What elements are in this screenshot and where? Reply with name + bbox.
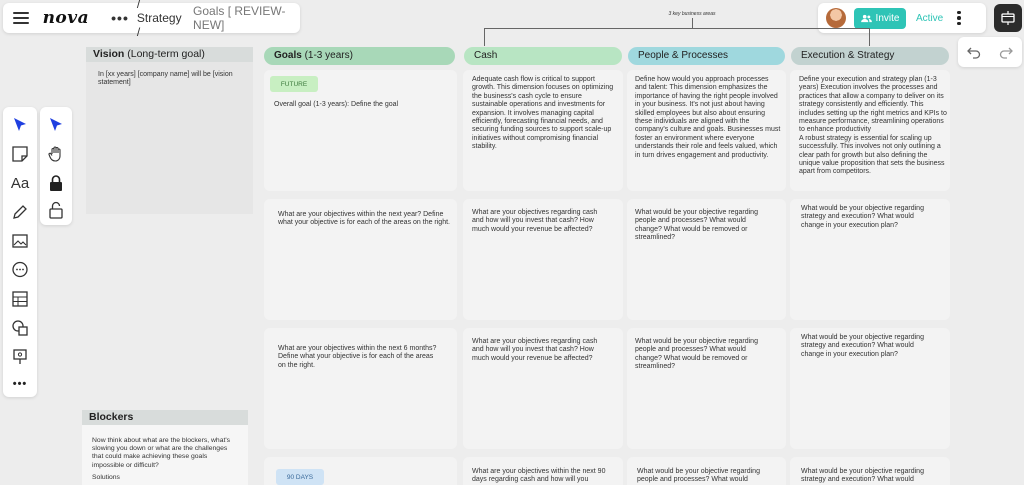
blockers-card[interactable] [82,425,248,485]
execution-six-month-prompt: What would be your objective regarding strategy and execution? What would change in your execution plan? [801,334,924,358]
vision-title: Vision [93,48,125,60]
goals-note: (1-3 years) [304,50,353,61]
pointer-icon[interactable] [40,112,72,138]
breadcrumb-current-page[interactable]: Goals [ REVIEW-NEW] [193,4,286,32]
execution-one-year-prompt: What would be your objective regarding strategy and execution? What would change in your execution plan? [801,205,924,229]
execution-ninety-day-prompt: What would be your objective regarding strategy and execution? What would [801,468,924,484]
goals-title: Goals [274,50,302,61]
cash-six-month-card[interactable] [463,328,623,449]
more-options-icon[interactable]: ••• [111,10,129,26]
vision-title-note: (Long-term goal) [127,48,205,60]
people-ninety-day-prompt: What would be your objective regarding people and processes? What would [637,468,760,484]
goals-ninety-day-card[interactable] [264,457,457,485]
app-logo[interactable]: nova [42,8,90,28]
cash-ninety-day-prompt: What are your objectives within the next 90 days regarding cash and how will you [472,468,606,484]
shapes-icon[interactable] [3,315,37,341]
cash-ninety-day-card[interactable] [463,457,623,485]
cash-one-year-card[interactable] [463,199,623,320]
users-icon [861,14,872,23]
goals-one-year-card[interactable] [264,199,457,320]
one-year-objective-prompt: What are your objectives within the next year? Define what your objective is for each of the areas on the right. [278,211,450,227]
comment-icon[interactable] [3,257,37,283]
bracket-connector [692,18,693,28]
goals-future-card[interactable] [264,70,457,191]
more-icon[interactable]: ••• [12,378,28,390]
column-header-people-processes: People & Processes [628,47,785,65]
six-month-objective-prompt: What are your objectives within the next 6 months? Define what your objective is for each of the areas on the right. [278,345,437,369]
presentation-icon[interactable] [3,344,37,370]
kebab-menu-icon[interactable] [957,11,961,26]
people-six-month-prompt: What would be your objective regarding people and processes? What would change? What would be removed or streamlined? [635,338,758,371]
business-areas-annotation: 3 key business areas [668,11,716,17]
blockers-text: Now think about what are the blockers, what's slowing you down or what are the challenges that could make achieving these goals impossible or difficult? [92,437,231,469]
execution-ninety-day-card[interactable] [790,457,950,485]
cursor-mode-toolbar [40,107,72,225]
hand-icon[interactable] [40,141,72,167]
pencil-icon[interactable] [3,199,37,225]
undo-icon[interactable] [966,44,982,60]
solutions-label: Solutions [92,473,120,481]
people-description-card[interactable] [627,70,786,191]
vision-header [86,47,253,62]
image-icon[interactable] [3,228,37,254]
execution-description: Define your execution and strategy plan (1-3 years) Execution involves the processes and practices that allow a company to deliver on its strategy consistently and efficiently. This includes setting up the right metrics and KPIs to measure performance, streamlining operations to enhance productivity A robust strategy is essential for scaling up successfully. This involves not only outlining a clear path for growth but also defining the unique value proposition that sets the business apart from competitors. [799,76,947,176]
presentation-mode-button[interactable] [994,4,1022,32]
cash-description-card[interactable] [463,70,623,191]
invite-label: Invite [875,12,900,24]
people-one-year-card[interactable] [627,199,786,320]
cash-one-year-prompt: What are your objectives regarding cash and how will you invest that cash? How much would your revenue be affected? [472,209,598,233]
business-areas-bracket [484,28,870,46]
people-description: Define how would you approach processes and talent: This dimension emphasizes the importance of having the right people involved in your business. It's not just about having skilled employees but also about ensuring these individuals are aligned with the company's culture and goals. Businesses must foster an environment where everyone understands their role and feels valued, which in turn drives engagement and productivity. [635,76,781,159]
overall-goal-text: Overall goal (1-3 years): Define the goal [274,101,399,108]
future-tag: FUTURE [270,76,318,92]
sticky-note-icon[interactable] [3,141,37,167]
invite-button[interactable] [854,8,906,29]
cash-six-month-prompt: What are your objectives regarding cash and how will you invest that cash? How much would your revenue be affected? [472,338,598,362]
hamburger-menu-icon[interactable] [13,12,29,25]
execution-description-card[interactable] [790,70,950,191]
status-label: Active [916,12,944,24]
goals-six-month-card[interactable] [264,328,457,449]
column-header-goals [264,47,455,65]
execution-six-month-card[interactable] [790,328,950,449]
ninety-days-tag: 90 DAYS [276,469,324,485]
vision-card[interactable] [86,62,253,214]
text-icon[interactable]: Aa [10,174,30,192]
execution-one-year-card[interactable] [790,199,950,320]
history-controls [958,37,1022,67]
redo-icon[interactable] [998,44,1014,60]
column-header-execution-strategy: Execution & Strategy [791,47,949,65]
cash-description: Adequate cash flow is critical to support growth. This dimension focuses on optimizing the business's cash cycle to ensure sustainable operations and investments for expansion. It involves managing capital efficiently, forecasting financial needs, and securing funding sources to support scale-up initiatives without compromising financial stability. [472,76,614,151]
tools-toolbar [3,107,37,397]
column-header-cash: Cash [464,47,622,65]
user-avatar[interactable] [826,8,846,28]
people-six-month-card[interactable] [627,328,786,449]
people-ninety-day-card[interactable] [627,457,786,485]
presentation-icon [999,9,1017,27]
breadcrumb-strategy[interactable]: / Strategy / [136,0,182,39]
blockers-header [82,410,248,425]
top-navigation-bar [3,0,300,39]
blockers-title: Blockers [82,410,248,425]
table-icon[interactable] [3,286,37,312]
unlock-icon[interactable] [40,197,72,223]
cursor-icon[interactable] [3,112,37,138]
people-one-year-prompt: What would be your objective regarding people and processes? What would change? What would be removed or streamlined? [635,209,758,242]
vision-statement: In [xx years] [company name] will be [vision statement] [98,71,233,87]
lock-icon[interactable] [40,170,72,196]
